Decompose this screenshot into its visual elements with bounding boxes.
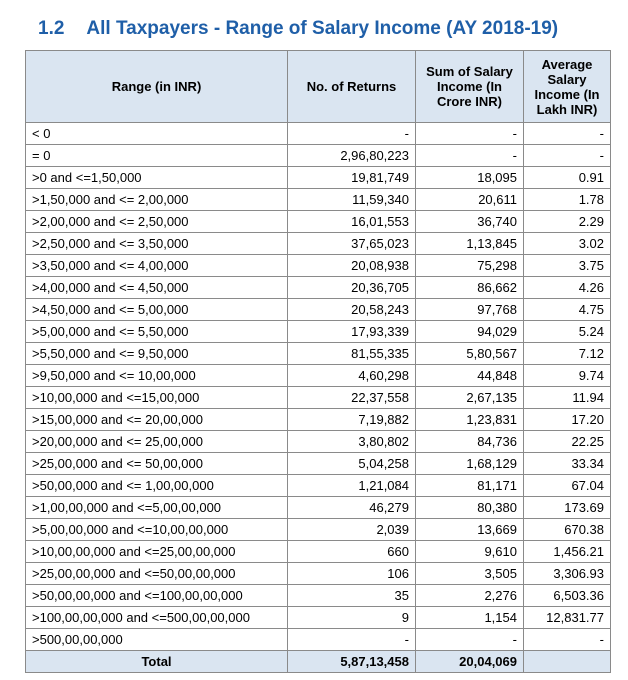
returns-cell: 16,01,553 — [288, 211, 416, 233]
sum-salary-cell: 1,23,831 — [416, 409, 524, 431]
returns-cell: 2,96,80,223 — [288, 145, 416, 167]
average-salary-cell: - — [524, 145, 611, 167]
total-returns: 5,87,13,458 — [288, 651, 416, 673]
returns-cell: 20,36,705 — [288, 277, 416, 299]
sum-salary-cell: 18,095 — [416, 167, 524, 189]
sum-salary-cell: 80,380 — [416, 497, 524, 519]
sum-salary-cell: 2,67,135 — [416, 387, 524, 409]
column-header-average-salary: Average Salary Income (In Lakh INR) — [524, 51, 611, 123]
range-cell: >9,50,000 and <= 10,00,000 — [26, 365, 288, 387]
sum-salary-cell: 97,768 — [416, 299, 524, 321]
sum-salary-cell: 44,848 — [416, 365, 524, 387]
table-row — [26, 585, 611, 607]
range-cell: >4,00,000 and <= 4,50,000 — [26, 277, 288, 299]
table-row — [26, 255, 611, 277]
average-salary-cell: 173.69 — [524, 497, 611, 519]
table-row — [26, 431, 611, 453]
range-cell: >5,50,000 and <= 9,50,000 — [26, 343, 288, 365]
table-row — [26, 123, 611, 145]
range-cell: >5,00,000 and <= 5,50,000 — [26, 321, 288, 343]
average-salary-cell: 670.38 — [524, 519, 611, 541]
sum-salary-cell: 1,154 — [416, 607, 524, 629]
range-cell: = 0 — [26, 145, 288, 167]
average-salary-cell: 1,456.21 — [524, 541, 611, 563]
sum-salary-cell: 75,298 — [416, 255, 524, 277]
sum-salary-cell: - — [416, 123, 524, 145]
table-row — [26, 365, 611, 387]
returns-cell: 35 — [288, 585, 416, 607]
average-salary-cell: 22.25 — [524, 431, 611, 453]
average-salary-cell: 12,831.77 — [524, 607, 611, 629]
range-cell: >10,00,00,000 and <=25,00,00,000 — [26, 541, 288, 563]
returns-cell: 660 — [288, 541, 416, 563]
range-cell: >10,00,000 and <=15,00,000 — [26, 387, 288, 409]
returns-cell: 1,21,084 — [288, 475, 416, 497]
table-row — [26, 607, 611, 629]
range-cell: >0 and <=1,50,000 — [26, 167, 288, 189]
range-cell: >2,00,000 and <= 2,50,000 — [26, 211, 288, 233]
range-cell: >1,50,000 and <= 2,00,000 — [26, 189, 288, 211]
range-cell: >4,50,000 and <= 5,00,000 — [26, 299, 288, 321]
returns-cell: 2,039 — [288, 519, 416, 541]
table-row — [26, 321, 611, 343]
range-cell: >5,00,00,000 and <=10,00,00,000 — [26, 519, 288, 541]
range-cell: >500,00,00,000 — [26, 629, 288, 651]
table-row — [26, 299, 611, 321]
average-salary-cell: 67.04 — [524, 475, 611, 497]
total-label: Total — [26, 651, 288, 673]
sum-salary-cell: 81,171 — [416, 475, 524, 497]
range-cell: >50,00,00,000 and <=100,00,00,000 — [26, 585, 288, 607]
range-cell: < 0 — [26, 123, 288, 145]
sum-salary-cell: 2,276 — [416, 585, 524, 607]
returns-cell: 7,19,882 — [288, 409, 416, 431]
average-salary-cell: 4.75 — [524, 299, 611, 321]
table-row — [26, 497, 611, 519]
returns-cell: 20,58,243 — [288, 299, 416, 321]
average-salary-cell: 0.91 — [524, 167, 611, 189]
range-cell: >25,00,00,000 and <=50,00,00,000 — [26, 563, 288, 585]
range-cell: >50,00,000 and <= 1,00,00,000 — [26, 475, 288, 497]
average-salary-cell: 17.20 — [524, 409, 611, 431]
average-salary-cell: 1.78 — [524, 189, 611, 211]
section-heading — [38, 14, 558, 44]
sum-salary-cell: 94,029 — [416, 321, 524, 343]
average-salary-cell: 5.24 — [524, 321, 611, 343]
sum-salary-cell: 3,505 — [416, 563, 524, 585]
range-cell: >2,50,000 and <= 3,50,000 — [26, 233, 288, 255]
total-sum-salary: 20,04,069 — [416, 651, 524, 673]
average-salary-cell: 3.02 — [524, 233, 611, 255]
range-cell: >1,00,00,000 and <=5,00,00,000 — [26, 497, 288, 519]
table-row — [26, 541, 611, 563]
returns-cell: 81,55,335 — [288, 343, 416, 365]
table-row — [26, 343, 611, 365]
average-salary-cell: 33.34 — [524, 453, 611, 475]
returns-cell: 9 — [288, 607, 416, 629]
table-row — [26, 563, 611, 585]
range-cell: >100,00,00,000 and <=500,00,00,000 — [26, 607, 288, 629]
sum-salary-cell: 20,611 — [416, 189, 524, 211]
returns-cell: - — [288, 123, 416, 145]
range-cell: >20,00,000 and <= 25,00,000 — [26, 431, 288, 453]
range-cell: >25,00,000 and <= 50,00,000 — [26, 453, 288, 475]
returns-cell: 20,08,938 — [288, 255, 416, 277]
table-row — [26, 475, 611, 497]
table-row — [26, 211, 611, 233]
sum-salary-cell: - — [416, 629, 524, 651]
average-salary-cell: - — [524, 629, 611, 651]
returns-cell: 4,60,298 — [288, 365, 416, 387]
sum-salary-cell: 5,80,567 — [416, 343, 524, 365]
average-salary-cell: 4.26 — [524, 277, 611, 299]
sum-salary-cell: 36,740 — [416, 211, 524, 233]
returns-cell: 17,93,339 — [288, 321, 416, 343]
table-row — [26, 189, 611, 211]
returns-cell: 37,65,023 — [288, 233, 416, 255]
sum-salary-cell: 84,736 — [416, 431, 524, 453]
average-salary-cell: 7.12 — [524, 343, 611, 365]
average-salary-cell: 3.75 — [524, 255, 611, 277]
total-average-salary — [524, 651, 611, 673]
table-row — [26, 409, 611, 431]
returns-cell: - — [288, 629, 416, 651]
returns-cell: 46,279 — [288, 497, 416, 519]
table-row — [26, 519, 611, 541]
average-salary-cell: 11.94 — [524, 387, 611, 409]
range-cell: >3,50,000 and <= 4,00,000 — [26, 255, 288, 277]
sum-salary-cell: 1,13,845 — [416, 233, 524, 255]
table-row — [26, 277, 611, 299]
average-salary-cell: 2.29 — [524, 211, 611, 233]
returns-cell: 11,59,340 — [288, 189, 416, 211]
table-row — [26, 233, 611, 255]
sum-salary-cell: 9,610 — [416, 541, 524, 563]
table-row — [26, 453, 611, 475]
returns-cell: 3,80,802 — [288, 431, 416, 453]
column-header-returns: No. of Returns — [288, 51, 416, 123]
section-number: 1.2 — [38, 18, 65, 39]
total-row — [26, 651, 611, 673]
table-row — [26, 629, 611, 651]
sum-salary-cell: 1,68,129 — [416, 453, 524, 475]
sum-salary-cell: 86,662 — [416, 277, 524, 299]
table-row — [26, 387, 611, 409]
column-header-range: Range (in INR) — [26, 51, 288, 123]
table-header-row — [26, 51, 611, 123]
average-salary-cell: 9.74 — [524, 365, 611, 387]
sum-salary-cell: - — [416, 145, 524, 167]
table-body — [26, 123, 611, 651]
average-salary-cell: 3,306.93 — [524, 563, 611, 585]
returns-cell: 22,37,558 — [288, 387, 416, 409]
sum-salary-cell: 13,669 — [416, 519, 524, 541]
table-row — [26, 167, 611, 189]
returns-cell: 19,81,749 — [288, 167, 416, 189]
range-cell: >15,00,000 and <= 20,00,000 — [26, 409, 288, 431]
average-salary-cell: - — [524, 123, 611, 145]
section-title: All Taxpayers - Range of Salary Income (AY 2018-19) — [86, 18, 559, 39]
salary-income-table — [25, 50, 611, 673]
returns-cell: 5,04,258 — [288, 453, 416, 475]
column-header-sum-salary: Sum of Salary Income (In Crore INR) — [416, 51, 524, 123]
average-salary-cell: 6,503.36 — [524, 585, 611, 607]
table-row — [26, 145, 611, 167]
returns-cell: 106 — [288, 563, 416, 585]
